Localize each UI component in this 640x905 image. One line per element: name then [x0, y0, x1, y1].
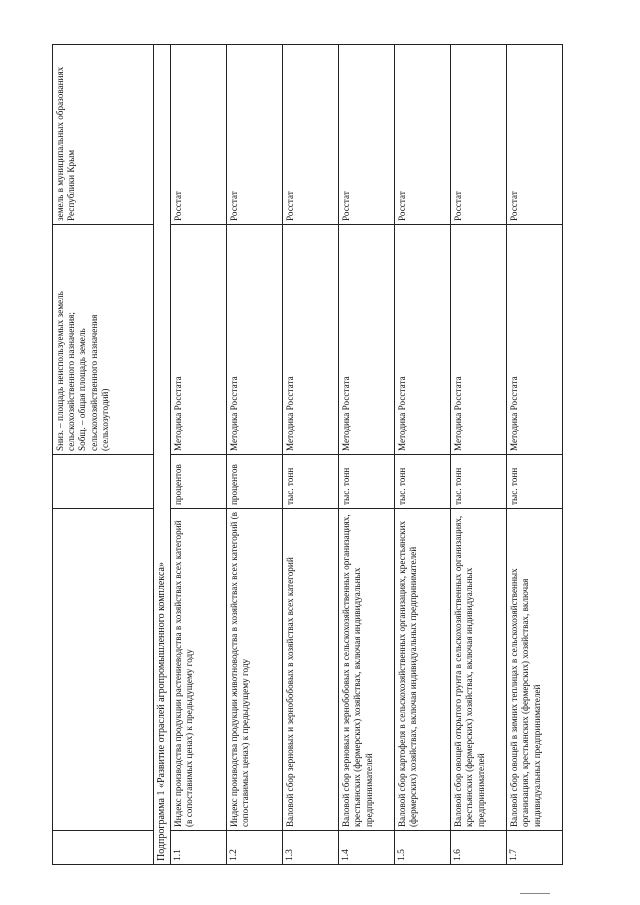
indicator-name-cell: Валовой сбор картофеля в сельскохозяйственных организациях, крестьянских (фермерских) хозяйствах, включая индивидуальных предпринимателей: [395, 509, 451, 831]
row-number-cell: 1.1: [171, 831, 227, 865]
row-number-cell: 1.5: [395, 831, 451, 865]
unit-cell: процентов: [171, 455, 227, 509]
method-cell: Методика Росстата: [171, 225, 227, 455]
source-cell: Росстат: [283, 45, 339, 225]
section-header-row: [154, 45, 171, 865]
unit-cell: тыс. тонн: [451, 455, 507, 509]
table-row: [227, 45, 283, 865]
section-title: Подпрограмма 1 «Развитие отраслей агропромышленного комплекса»: [154, 45, 171, 865]
table-row: [171, 45, 227, 865]
indicator-name-cell: Валовой сбор овощей открытого грунта в сельскохозяйственных организациях, крестьянских (фермерских) хозяйствах, включая индивидуальных предпринимателей: [451, 509, 507, 831]
row-number-cell: 1.6: [451, 831, 507, 865]
indicator-name-cell: Валовой сбор овощей в зимних теплицах в сельскохозяйственных организациях, крестьянских (фермерских) хозяйствах, включая индивидуальных предпринимателей: [507, 509, 563, 831]
indicators-table-body: [53, 45, 563, 865]
row-number-cell: 1.2: [227, 831, 283, 865]
unit-cell: [53, 455, 154, 509]
indicator-name-cell: Индекс производства продукции животноводства в хозяйствах всех категорий (в сопоставимых ценах) к предыдущему году: [227, 509, 283, 831]
unit-cell: процентов: [227, 455, 283, 509]
unit-cell: тыс. тонн: [283, 455, 339, 509]
table-row: [451, 45, 507, 865]
unit-cell: тыс. тонн: [395, 455, 451, 509]
source-cell: Росстат: [339, 45, 395, 225]
method-cell: Методика Росстата: [451, 225, 507, 455]
indicator-name-cell: Валовой сбор зерновых и зернобобовых в сельскохозяйственных организациях, крестьянских (фермерских) хозяйствах, включая индивидуальных предпринимателей: [339, 509, 395, 831]
source-cell: Росстат: [507, 45, 563, 225]
table-row: [507, 45, 563, 865]
source-cell: Росстат: [227, 45, 283, 225]
method-cell: [53, 225, 154, 455]
source-cell: земель в муниципальных образованиях Республики Крым: [53, 45, 154, 225]
row-number-cell: 1.4: [339, 831, 395, 865]
method-line: сельскохозяйственного назначения;: [66, 312, 77, 451]
source-cell: Росстат: [451, 45, 507, 225]
method-cell: Методика Росстата: [283, 225, 339, 455]
method-cell: Методика Росстата: [339, 225, 395, 455]
method-line: сельскохозяйственного назначения: [88, 314, 99, 451]
table-row: [395, 45, 451, 865]
method-line: Sобщ. – общая площадь земель: [77, 328, 88, 451]
indicator-name-cell: [53, 509, 154, 831]
table-row-continuation: [53, 45, 154, 865]
source-cell: Росстат: [171, 45, 227, 225]
scan-artifact-line: [520, 893, 550, 894]
row-number-cell: 1.3: [283, 831, 339, 865]
row-number-cell: [53, 831, 154, 865]
method-line: (сельхозугодий): [99, 388, 110, 451]
unit-cell: тыс. тонн: [507, 455, 563, 509]
method-cell: Методика Росстата: [507, 225, 563, 455]
table-row: [283, 45, 339, 865]
method-cell: Методика Росстата: [227, 225, 283, 455]
source-cell: Росстат: [395, 45, 451, 225]
indicator-name-cell: Валовой сбор зерновых и зернобобовых в хозяйствах всех категорий: [283, 509, 339, 831]
table-row: [339, 45, 395, 865]
method-cell: Методика Росстата: [395, 225, 451, 455]
indicator-name-cell: Индекс производства продукции растениеводства в хозяйствах всех категорий (в сопоставимых ценах) к предыдущему году: [171, 509, 227, 831]
row-number-cell: 1.7: [507, 831, 563, 865]
unit-cell: тыс. тонн: [339, 455, 395, 509]
method-line: Sниз. – площадь неиспользуемых земель: [55, 291, 65, 451]
indicators-table: [52, 44, 563, 865]
